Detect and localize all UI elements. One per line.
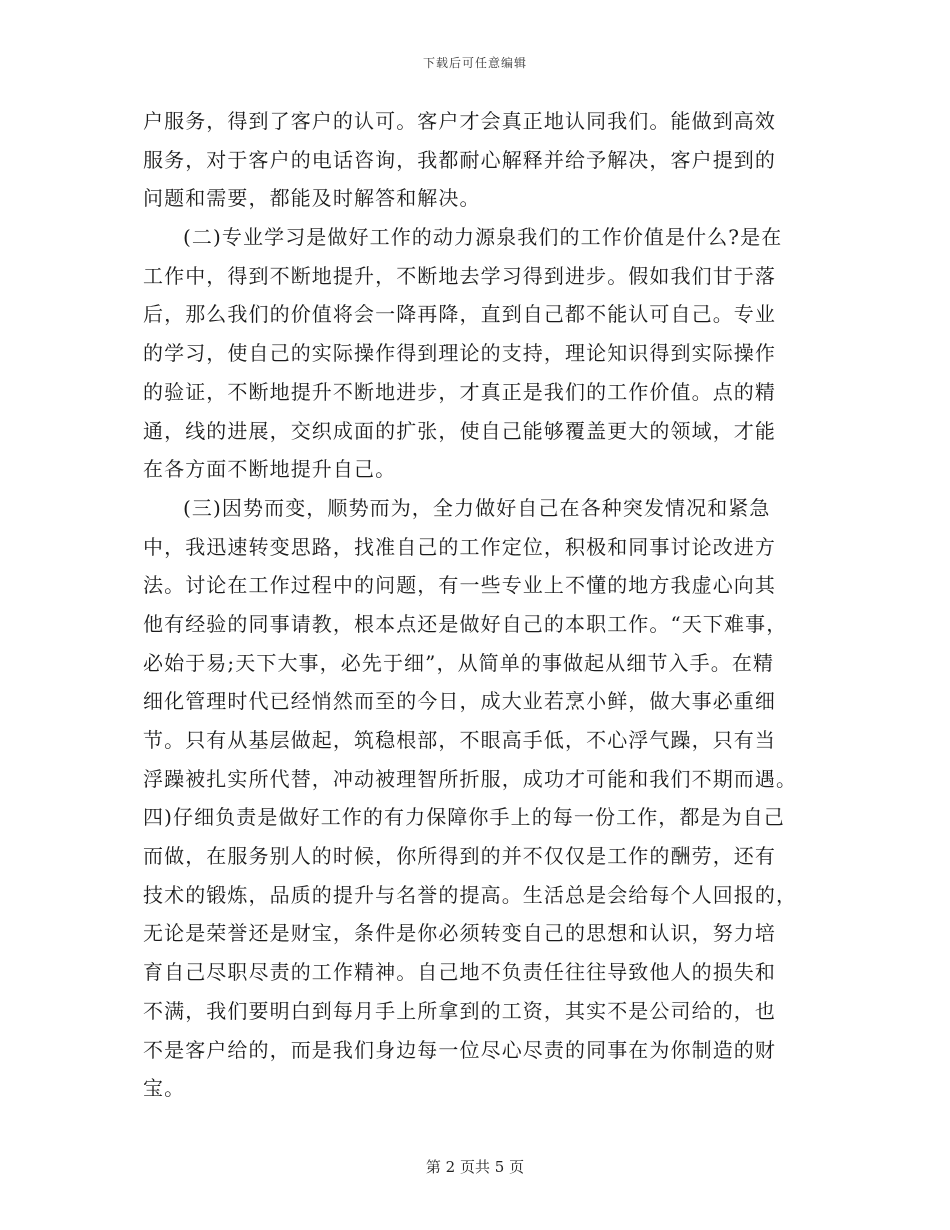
- text-line: 浮躁被扎实所代替，冲动被理智所折服，成功才可能和我们不期而遇。: [143, 766, 798, 791]
- text-line: 四)仔细负责是做好工作的有力保障你手上的每一份工作，都是为自己: [143, 805, 785, 830]
- text-line: 的验证，不断地提升不断地进步，才真正是我们的工作价值。点的精: [143, 379, 776, 404]
- text-line: 无论是荣誉还是财宝，条件是你必须转变自己的思想和认识，努力培: [143, 921, 776, 946]
- text-line: 通，线的进展，交织成面的扩张，使自己能够覆盖更大的领域，才能: [143, 418, 776, 443]
- text-line: 工作中，得到不断地提升，不断地去学习得到进步。假如我们甘于落: [143, 263, 776, 288]
- text-line: 不是客户给的，而是我们身边每一位尽心尽责的同事在为你制造的财: [143, 1037, 776, 1062]
- document-body: [143, 102, 807, 1108]
- text-line: 中，我迅速转变思路，找准自己的工作定位，积极和同事讨论改进方: [143, 534, 776, 559]
- text-line: 不满，我们要明白到每月手上所拿到的工资，其实不是公司给的，也: [143, 998, 776, 1023]
- text-line: (二)专业学习是做好工作的动力源泉我们的工作价值是什么?是在: [183, 225, 783, 250]
- text-line: 服务，对于客户的电话咨询，我都耐心解释并给予解决，客户提到的: [143, 147, 776, 172]
- text-line: (三)因势而变，顺势而为，全力做好自己在各种突发情况和紧急: [183, 495, 771, 520]
- text-line: 节。只有从基层做起，筑稳根部，不眼高手低，不心浮气躁，只有当: [143, 728, 776, 752]
- text-line: 户服务，得到了客户的认可。客户才会真正地认同我们。能做到高效: [143, 109, 776, 133]
- page-header: 下载后可任意编辑: [422, 56, 527, 70]
- page-number: 第 2 页共 5 页: [425, 1158, 525, 1176]
- text-line: 技术的锻炼，品质的提升与名誉的提高。生活总是会给每个人回报的，: [143, 882, 798, 907]
- text-line: 细化管理时代已经悄然而至的今日，成大业若烹小鲜，做大事必重细: [143, 689, 776, 714]
- text-line: 他有经验的同事请教，根本点还是做好自己的本职工作。“天下难事，: [143, 611, 788, 636]
- text-line: 必始于易;天下大事，必先于细”，从简单的事做起从细节入手。在精: [143, 650, 775, 675]
- text-line: 的学习，使自己的实际操作得到理论的支持，理论知识得到实际操作: [143, 341, 776, 366]
- text-line: 在各方面不断地提升自己。: [143, 457, 397, 482]
- text-line: 宝。: [143, 1076, 186, 1101]
- text-line: 法。讨论在工作过程中的问题，有一些专业上不懂的地方我虚心向其: [143, 573, 776, 598]
- text-line: 问题和需要，都能及时解答和解决。: [143, 186, 481, 211]
- text-line: 而做，在服务别人的时候，你所得到的并不仅仅是工作的酬劳，还有: [143, 844, 776, 869]
- text-line: 后，那么我们的价值将会一降再降，直到自己都不能认可自己。专业: [143, 302, 776, 327]
- text-line: 育自己尽职尽责的工作精神。自己地不负责任往往导致他人的损失和: [143, 960, 776, 985]
